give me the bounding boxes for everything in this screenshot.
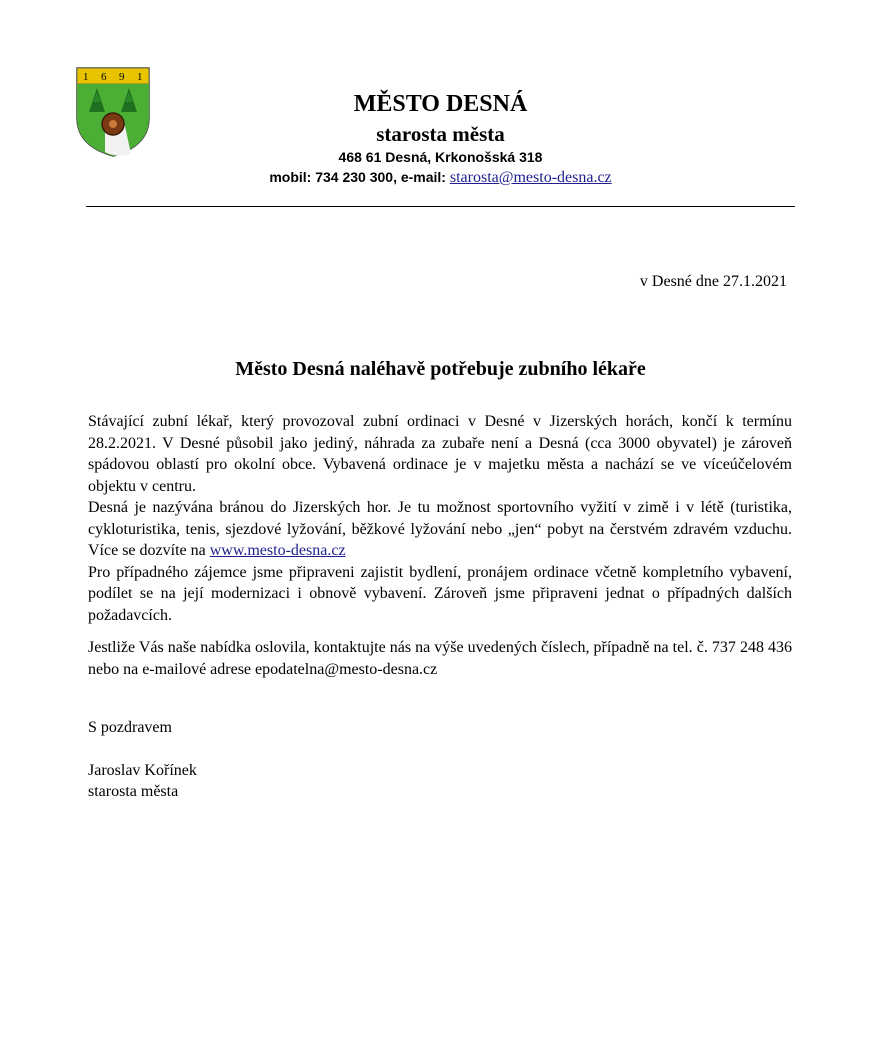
paragraph-4: Jestliže Vás naše nabídka oslovila, kontaktujte nás na výše uvedených číslech, případně na tel. č. 737 248 436 nebo na e-mailové adrese epodatelna@mesto-desna.cz xyxy=(88,639,792,678)
contact-prefix: mobil: 734 230 300, e-mail: xyxy=(269,169,450,185)
letterhead-subtitle: starosta města xyxy=(376,122,505,146)
paragraph-2 xyxy=(88,497,792,562)
paragraph-2-text: Desná je nazývána bránou do Jizerských hor. Je tu možnost sportovního vyžití v zimě i v létě (turistika, cykloturistika, tenis, sjezdové lyžování, běžkové lyžování nebo „jen“ pobyt na čerstvém zdravém vzduchu. Více se dozvíte na xyxy=(88,499,792,559)
signature-block xyxy=(88,760,197,802)
crest-year-digit: 1 xyxy=(83,71,89,83)
crest-year-digit: 9 xyxy=(119,71,125,83)
paragraph-1: Stávající zubní lékař, který provozoval zubní ordinaci v Desné v Jizerských horách, končí k termínu 28.2.2021. V Desné působil jako jediný, náhrada za zubaře není a Desná (cca 3000 obyvatel) je zároveň spádovou oblastí pro okolní obce. Vybavená ordinace je v majetku města a nachází se ve víceúčelovém objektu v centru. xyxy=(88,413,792,495)
crest-year-digit: 1 xyxy=(137,71,143,83)
letter-body xyxy=(88,411,792,680)
email-link[interactable]: starosta@mesto-desna.cz xyxy=(449,169,612,186)
header-divider xyxy=(86,206,795,207)
signatory-role: starosta města xyxy=(88,783,179,800)
website-link[interactable]: www.mesto-desna.cz xyxy=(209,542,346,559)
letter-date: v Desné dne 27.1.2021 xyxy=(639,273,787,290)
signatory-name: Jaroslav Kořínek xyxy=(88,762,197,779)
closing-greeting: S pozdravem xyxy=(88,719,172,736)
paragraph-3: Pro případného zájemce jsme připraveni zajistit bydlení, pronájem ordinace včetně kompletního vybavení, podílet se na její modernizaci i obnově vybavení. Zároveň jsme připraveni jednat o případných dalších požadavcích. xyxy=(88,563,792,624)
letter-heading: Město Desná naléhavě potřebuje zubního lékaře xyxy=(235,358,646,380)
letterhead-address: 468 61 Desná, Krkonošská 318 xyxy=(338,149,543,165)
crest-year-digit: 6 xyxy=(101,71,107,83)
letterhead-title: MĚSTO DESNÁ xyxy=(353,91,528,117)
letterhead-contact xyxy=(86,168,795,187)
